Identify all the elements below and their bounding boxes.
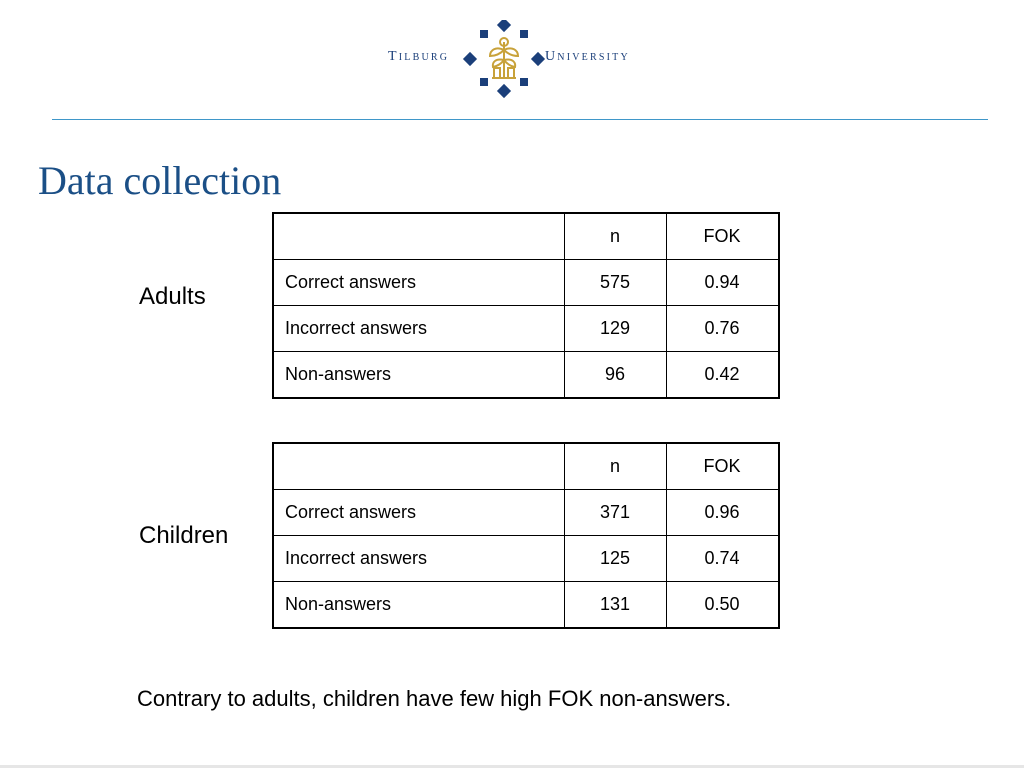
footnote-text: Contrary to adults, children have few high FOK non-answers. xyxy=(137,686,732,711)
header-divider xyxy=(52,119,988,120)
table-cell: Non-answers xyxy=(273,582,564,629)
logo-square xyxy=(520,30,528,38)
table-cell: 0.76 xyxy=(666,306,779,352)
logo-square xyxy=(520,78,528,86)
table-cell: Incorrect answers xyxy=(273,536,564,582)
table-cell: Correct answers xyxy=(273,490,564,536)
table-row xyxy=(273,582,779,629)
logo-diamond-top xyxy=(497,20,511,32)
logo-diamond-left xyxy=(463,52,477,66)
table-row xyxy=(273,490,779,536)
table-row xyxy=(273,536,779,582)
table-cell: 129 xyxy=(564,306,666,352)
table-cell: 0.74 xyxy=(666,536,779,582)
table-cell: 371 xyxy=(564,490,666,536)
table-header-row xyxy=(273,213,779,260)
logo-emblem-icon xyxy=(440,20,570,102)
table-cell: 125 xyxy=(564,536,666,582)
page-title: Data collection xyxy=(38,158,282,203)
group-label-adults: Adults xyxy=(139,283,206,310)
table-cell: Incorrect answers xyxy=(273,306,564,352)
logo-square xyxy=(480,30,488,38)
logo-diamond-right xyxy=(531,52,545,66)
table-header-cell: n xyxy=(564,213,666,260)
table-header-row xyxy=(273,443,779,490)
table-row xyxy=(273,352,779,399)
group-label-children: Children xyxy=(139,522,229,549)
table-cell: 0.42 xyxy=(666,352,779,399)
table-cell: 0.96 xyxy=(666,490,779,536)
children-table xyxy=(272,442,780,629)
table-header-cell: FOK xyxy=(666,213,779,260)
logo-diamond-bottom xyxy=(497,84,511,98)
table-header-cell: FOK xyxy=(666,443,779,490)
table-cell: Non-answers xyxy=(273,352,564,399)
table-cell: 0.94 xyxy=(666,260,779,306)
logo-square xyxy=(480,78,488,86)
logo-text-left: Tilburg xyxy=(388,49,450,64)
table-cell: 575 xyxy=(564,260,666,306)
table-cell: 96 xyxy=(564,352,666,399)
table-row xyxy=(273,260,779,306)
table-cell: 0.50 xyxy=(666,582,779,629)
table-cell: 131 xyxy=(564,582,666,629)
logo-text-right: University xyxy=(545,49,630,64)
table-row xyxy=(273,306,779,352)
table-header-cell xyxy=(273,443,564,490)
tree-icon xyxy=(490,38,518,78)
adults-table xyxy=(272,212,780,399)
table-header-cell: n xyxy=(564,443,666,490)
table-cell: Correct answers xyxy=(273,260,564,306)
table-header-cell xyxy=(273,213,564,260)
